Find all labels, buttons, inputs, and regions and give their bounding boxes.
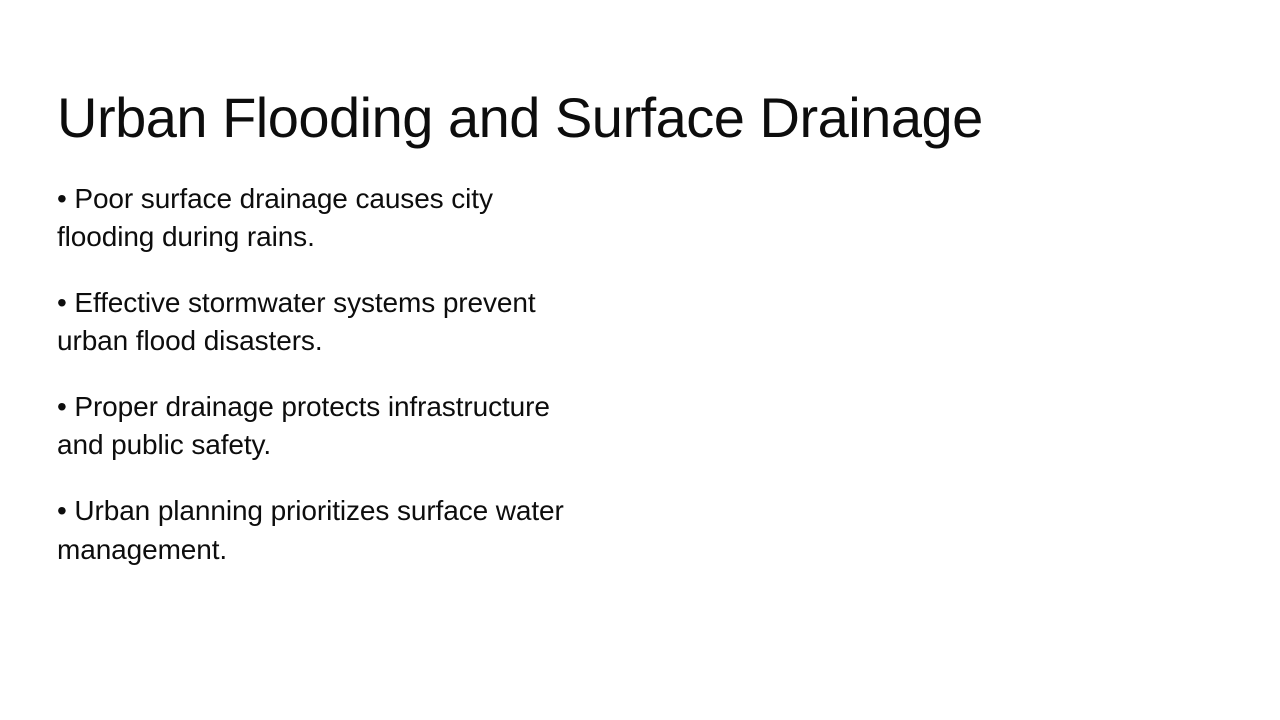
page-title: Urban Flooding and Surface Drainage [57, 85, 983, 149]
list-item: • Urban planning prioritizes surface water management. [57, 495, 564, 565]
bullet-list [57, 152, 597, 569]
list-item: • Poor surface drainage causes city flooding during rains. [57, 183, 493, 253]
list-item: • Proper drainage protects infrastructure and public safety. [57, 391, 550, 461]
list-item: • Effective stormwater systems prevent urban flood disasters. [57, 287, 536, 357]
